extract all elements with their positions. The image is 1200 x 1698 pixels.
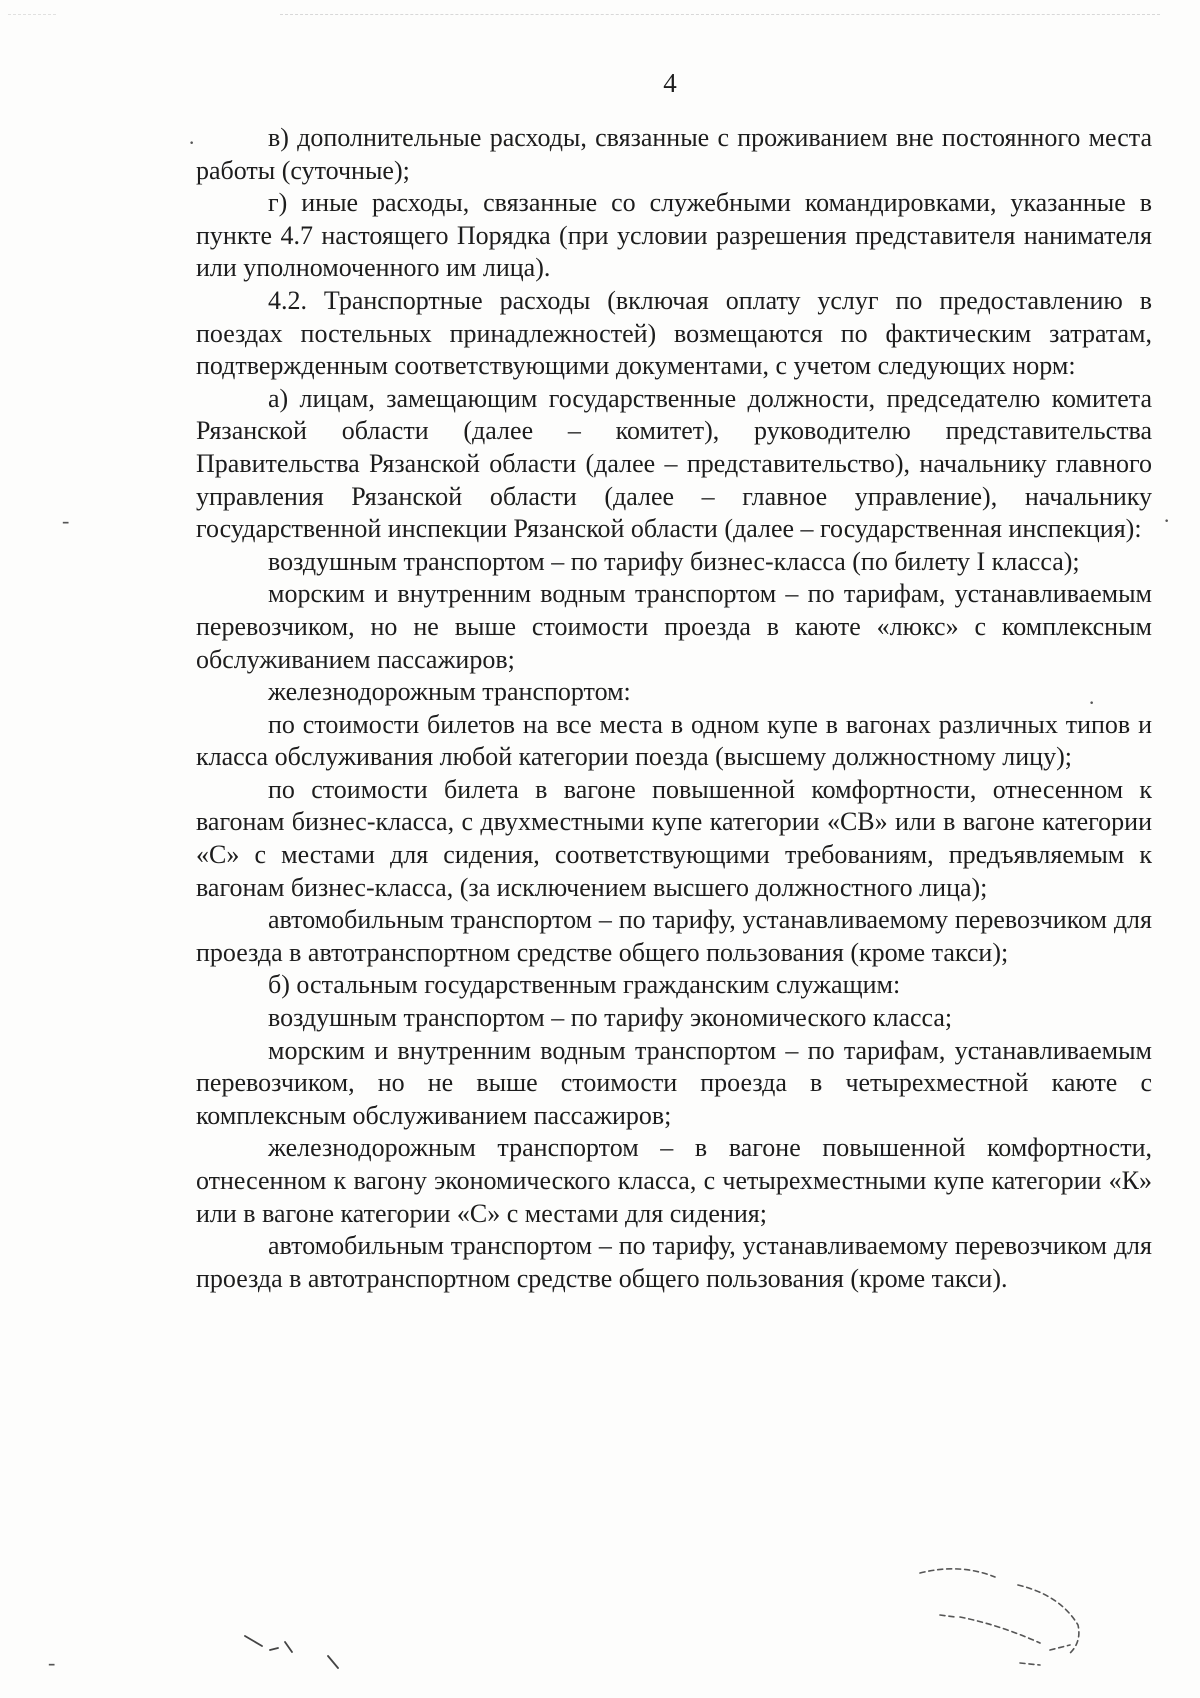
paragraph-g-other-expenses: г) иные расходы, связанные со служебными командировками, указанные в пункте 4.7 настоящего Порядка (при условии разрешения представителя нанимателя или уполномоченного им лица). (196, 188, 1152, 283)
paragraph-v-daily-allowance: в) дополнительные расходы, связанные с проживанием вне постоянного места работы (суточные); (196, 123, 1152, 185)
scan-artifact-left (8, 14, 56, 17)
paragraph-a-officials: а) лицам, замещающим государственные должности, председателю комитета Рязанской области (далее – комитет), руководителю представительства Правительства Рязанской области (далее – представительство), начальнику главного управления Рязанской области (далее – главное управление), начальнику государственной инспекции Рязанской области (далее – государственная инспекция): (196, 383, 1152, 544)
page-number: 4 (663, 68, 677, 98)
paragraph-a-air: воздушным транспортом – по тарифу бизнес-класса (по билету I класса); (268, 546, 1080, 576)
scan-dot-right: · (1088, 690, 1096, 715)
paragraph-b-water: морским и внутренним водным транспортом – по тарифам, устанавливаемым перевозчиком, но не выше стоимости проезда в четырехместной каюте с комплексным обслуживанием пассажиров; (196, 1035, 1152, 1130)
scan-dash-left: - (62, 508, 70, 533)
paragraph-a-water: морским и внутренним водным транспортом – по тарифам, устанавливаемым перевозчиком, но не выше стоимости проезда в каюте «люкс» с комплексным обслуживанием пассажиров; (196, 579, 1152, 674)
paragraph-b-other-servants: б) остальным государственным гражданским служащим: (268, 970, 901, 1000)
paragraph-b-road: автомобильным транспортом – по тарифу, устанавливаемому перевозчиком для проезда в автотранспортном средстве общего пользования (кроме такси). (196, 1231, 1152, 1293)
paragraph-b-rail: железнодорожным транспортом – в вагоне повышенной комфортности, отнесенном к вагону экономического класса, с четырехместными купе категории «К» или в вагоне категории «С» с местами для сидения; (196, 1133, 1152, 1228)
document-body (196, 122, 1152, 1295)
initials-scribble (240, 1628, 370, 1673)
paragraph-a-rail-comfort: по стоимости билета в вагоне повышенной комфортности, отнесенном к вагонам бизнес-класса, с двухместными купе категории «СВ» или в вагоне категории «С» с местами для сидения, соответствующими требованиям, предъявляемым к вагонам бизнес-класса, (за исключением высшего должностного лица); (196, 774, 1152, 902)
paragraph-a-rail-compartment: по стоимости билетов на все места в одном купе в вагонах различных типов и класса обслуживания любой категории поезда (высшему должностному лицу); (196, 709, 1152, 772)
scan-artifact-top (280, 14, 1160, 17)
scan-dot: · (188, 130, 196, 155)
paragraph-b-air: воздушным транспортом – по тарифу экономического класса; (268, 1003, 953, 1033)
paragraph-a-road: автомобильным транспортом – по тарифу, устанавливаемому перевозчиком для проезда в автотранспортном средстве общего пользования (кроме такси); (196, 905, 1152, 967)
paragraph-4-2-transport: 4.2. Транспортные расходы (включая оплату услуг по предоставлению в поездах постельных принадлежностей) возмещаются по фактическим затратам, подтвержденным соответствующими документами, с учетом следующих норм: (196, 285, 1152, 381)
signature-mark (900, 1555, 1100, 1675)
scan-dash-bottom-left: - (48, 1650, 56, 1675)
paragraph-a-rail-heading: железнодорожным транспортом: (268, 677, 631, 707)
scan-dash-right: · (1163, 508, 1171, 533)
